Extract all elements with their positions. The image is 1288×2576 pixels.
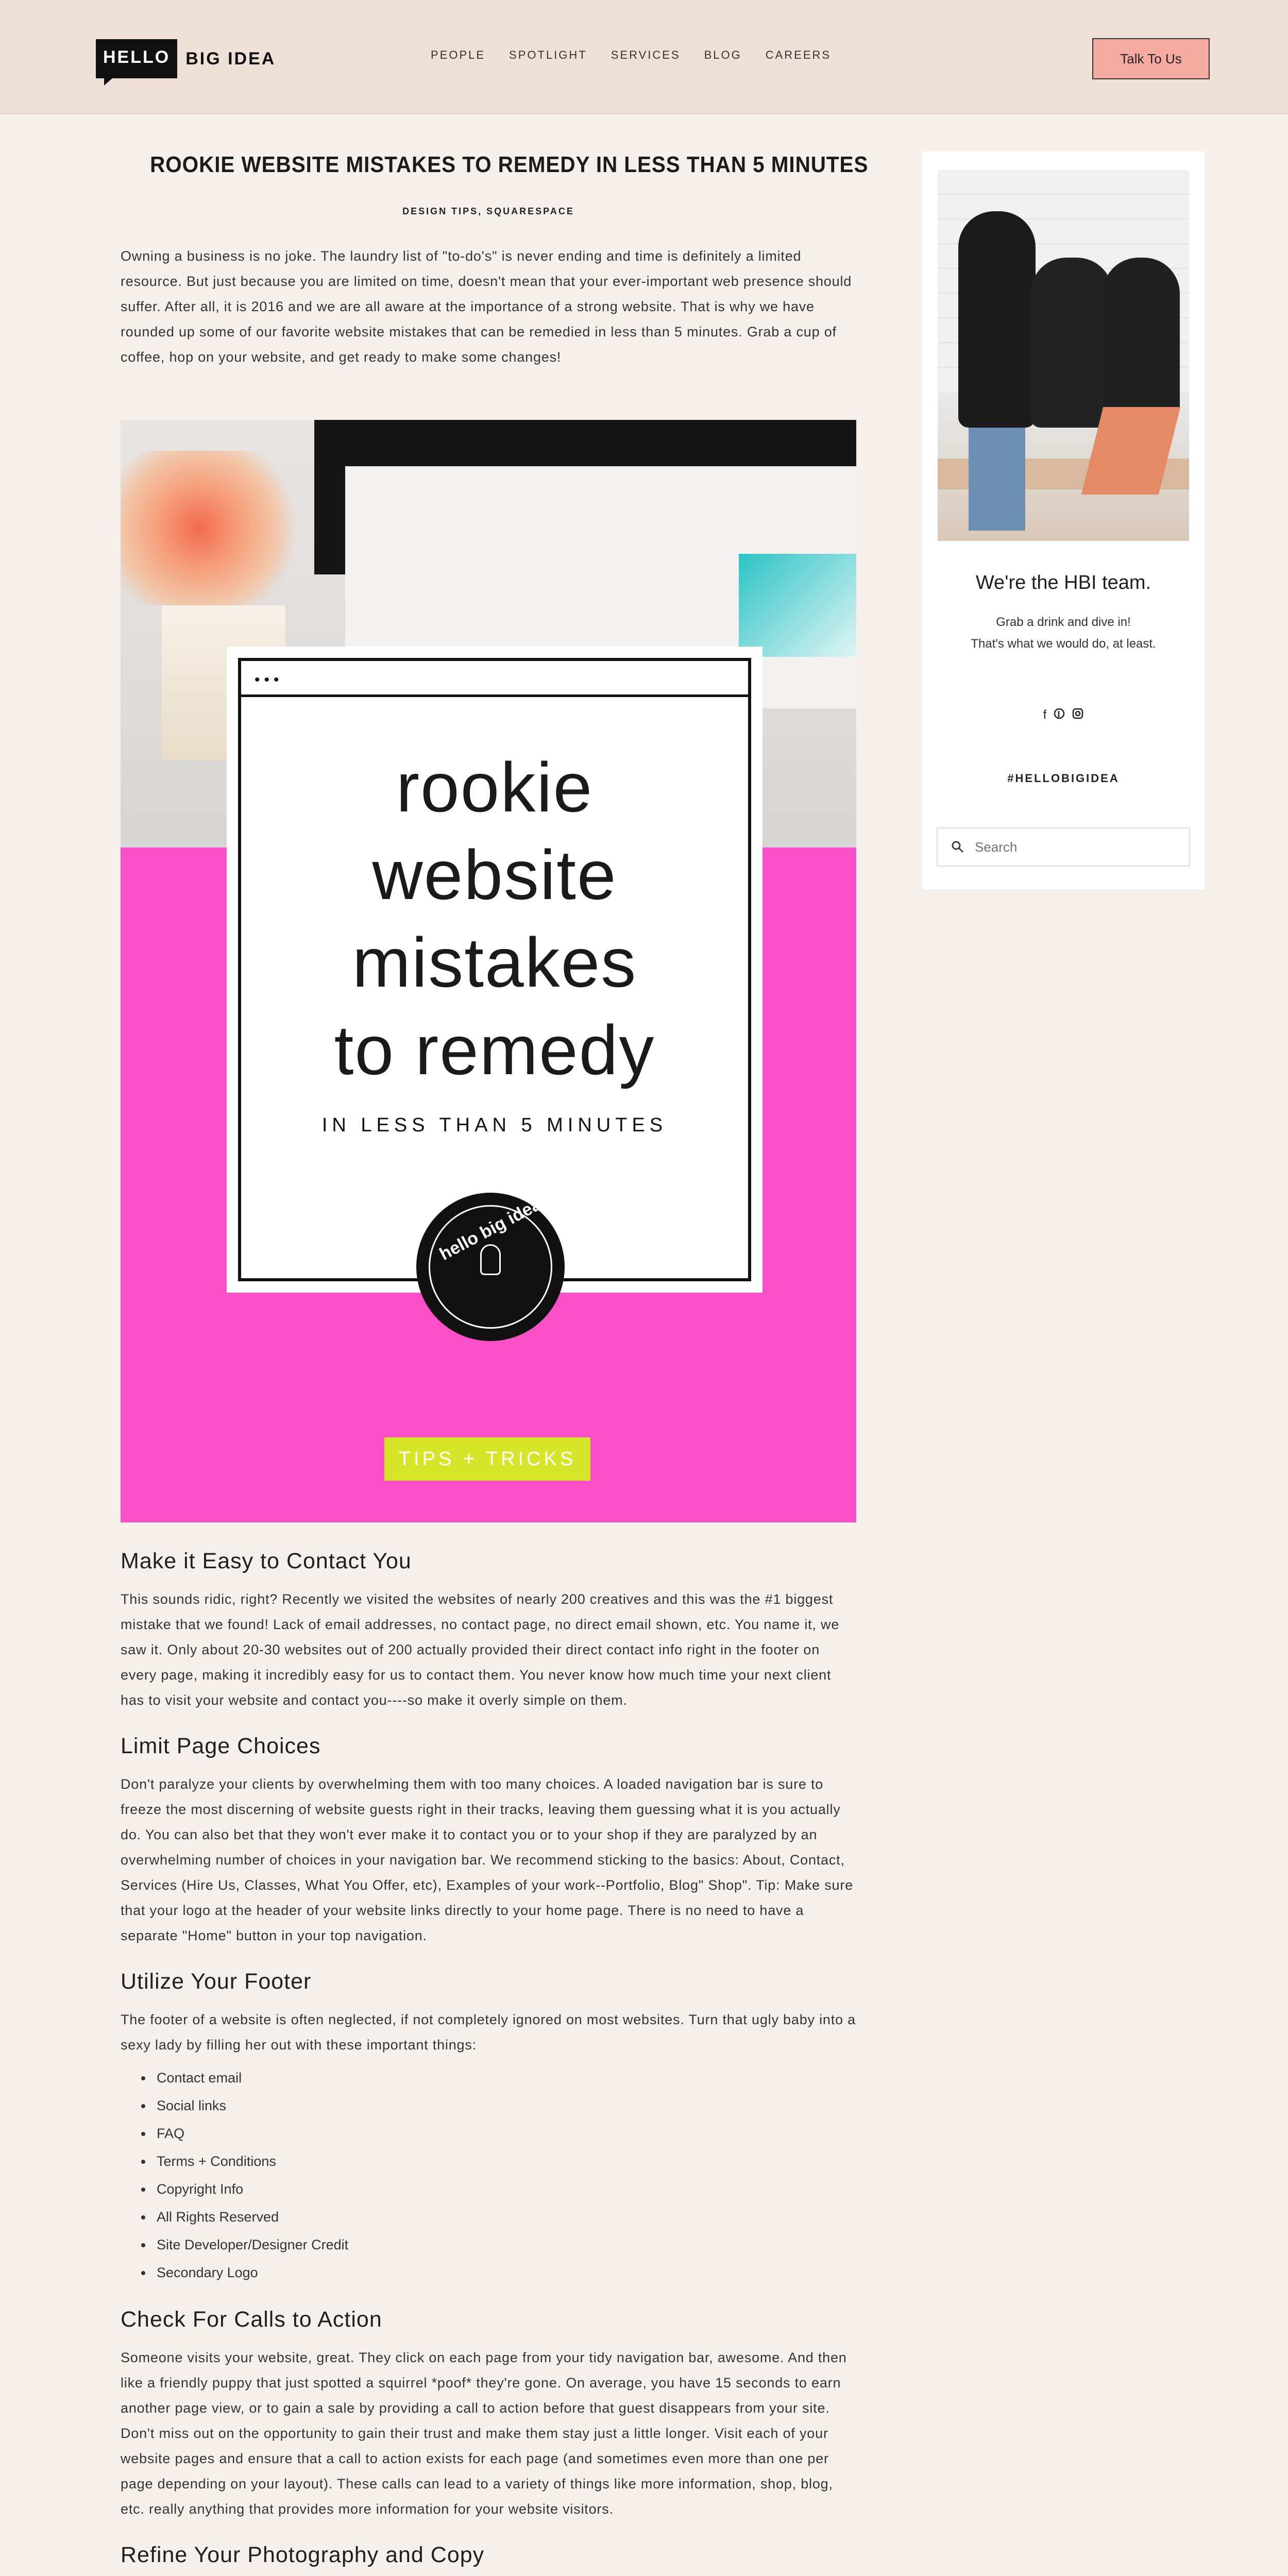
section-heading: Refine Your Photography and Copy (121, 2543, 485, 2567)
hero-image (121, 420, 856, 1522)
search-icon (951, 840, 964, 854)
footer-checklist (121, 2064, 856, 2286)
monitor-graphic (314, 420, 856, 574)
search-box[interactable] (937, 827, 1190, 867)
teal-object-graphic (739, 554, 856, 657)
section-cta (121, 2304, 856, 2522)
search-input[interactable] (975, 839, 1181, 855)
section-contact (121, 1546, 856, 1713)
main-nav (431, 48, 855, 62)
browser-dots-icon: ••• (255, 671, 283, 688)
list-item: All Rights Reserved (121, 2203, 856, 2231)
hello-big-idea-badge: hello big idea (416, 1193, 565, 1341)
talk-to-us-button[interactable]: Talk To Us (1092, 38, 1210, 79)
site-logo[interactable] (96, 34, 276, 83)
section-page-choices (121, 1731, 856, 1948)
nav-people[interactable]: PEOPLE (431, 48, 486, 61)
sidebar-tagline: Grab a drink and dive in! (996, 615, 1131, 629)
logo-hello: HELLO (96, 39, 177, 78)
post-intro: Owning a business is no joke. The laundry list of "to-do's" is never ending and time is definitely a limited resource. But just because you are limited on time, doesn't mean that your ever-important web presence should suffer. After all, it is 2016 and we are all aware at the importance of a strong website. That is why we have rounded up some of our favorite website mistakes that can be remedied in less than 5 minutes. Grab a cup of coffee, hop on your website, and get ready to make some changes! (121, 248, 852, 365)
hero-headline: rookie website mistakes to remedy (334, 748, 655, 1089)
section-text: Someone visits your website, great. They click on each page from your tidy navigation bar, awesome. And then like a friendly puppy that just spotted a squirrel *poof* they're gone. On average, you have 15 seconds to earn another page view, or to gain a sale by providing a call to action before that guest disappears from your site. Don't miss out on the opportunity to gain their trust and make them stay just a little longer. Visit each of your website pages and ensure that a call to action exists for each page (and sometimes even more than one per page depending on your layout). These calls can lead to a variety of things like more information, shop, blog, etc. really anything that provides more information for your website visitors. (121, 2350, 847, 2517)
post-categories[interactable]: DESIGN TIPS, SQUARESPACE (402, 206, 574, 216)
facebook-icon[interactable]: f (1043, 708, 1047, 722)
list-item: FAQ (121, 2120, 856, 2147)
section-heading: Check For Calls to Action (121, 2307, 382, 2332)
section-heading: Utilize Your Footer (121, 1969, 312, 1994)
list-item: Terms + Conditions (121, 2147, 856, 2175)
post-body (121, 1546, 856, 2576)
post-title: ROOKIE WEBSITE MISTAKES TO REMEDY IN LESS THAN 5 MINUTES (150, 152, 869, 177)
hashtag-label[interactable]: #HELLOBIGIDEA (1007, 772, 1120, 785)
list-item: Copyright Info (121, 2175, 856, 2203)
sidebar-social (922, 708, 1205, 723)
list-item: Contact email (121, 2064, 856, 2092)
browser-bar (241, 661, 748, 697)
section-text: Don't paralyze your clients by overwhelming them with too many choices. A loaded navigation bar is sure to freeze the most discerning of website guests right in their tracks, leaving them guessing what it is you actually do. You can also bet that they won't ever make it to contact you or to your shop if they are paralyzed by an overwhelming number of choices in your navigation bar. We recommend sticking to the basics: About, Contact, Services (Hire Us, Classes, What You Offer, etc), Examples of your work--Portfolio, Blog" Shop". Tip: Make sure that your logo at the header of your website links directly to your home page. There is no need to have a separate "Home" button in your top navigation. (121, 1776, 853, 1943)
sidebar-title: We're the HBI team. (975, 572, 1151, 594)
pinterest-icon[interactable] (1054, 708, 1065, 723)
nav-spotlight[interactable]: SPOTLIGHT (509, 48, 587, 61)
sidebar (922, 151, 1205, 889)
team-photo (938, 170, 1189, 541)
nav-services[interactable]: SERVICES (611, 48, 681, 61)
tips-tricks-label: TIPS + TRICKS (384, 1437, 590, 1481)
flowers-graphic (121, 451, 316, 605)
section-heading: Make it Easy to Contact You (121, 1549, 412, 1573)
section-heading: Limit Page Choices (121, 1734, 321, 1758)
section-text: The footer of a website is often neglected, if not completely ignored on most websites. Turn that ugly baby into a sexy lady by filling her out with these important things: (121, 2012, 856, 2053)
section-photography (121, 2539, 856, 2576)
sidebar-tagline: That's what we would do, at least. (971, 637, 1156, 651)
section-text: This sounds ridic, right? Recently we visited the websites of nearly 200 creatives and this was the #1 biggest mistake that we found! Lack of email addresses, no contact page, no direct email shown, etc. You name it, we saw it. Only about 20-30 websites out of 200 actually provided their direct contact info right in the footer on every page, making it incredibly easy for us to contact them. You never know how much time your next client has to visit your website and contact you----so make it overly simple on them. (121, 1591, 840, 1708)
list-item: Social links (121, 2092, 856, 2120)
post-header (121, 149, 869, 370)
nav-careers[interactable]: CAREERS (765, 48, 832, 61)
section-footer (121, 1966, 856, 2286)
logo-big-idea: BIG IDEA (185, 48, 276, 69)
lightbulb-icon (480, 1244, 501, 1275)
instagram-icon[interactable] (1072, 708, 1083, 723)
list-item: Site Developer/Designer Credit (121, 2231, 856, 2259)
hero-subhead: IN LESS THAN 5 MINUTES (321, 1114, 668, 1136)
nav-blog[interactable]: BLOG (704, 48, 742, 61)
site-header (0, 0, 1288, 114)
list-item: Secondary Logo (121, 2259, 856, 2286)
